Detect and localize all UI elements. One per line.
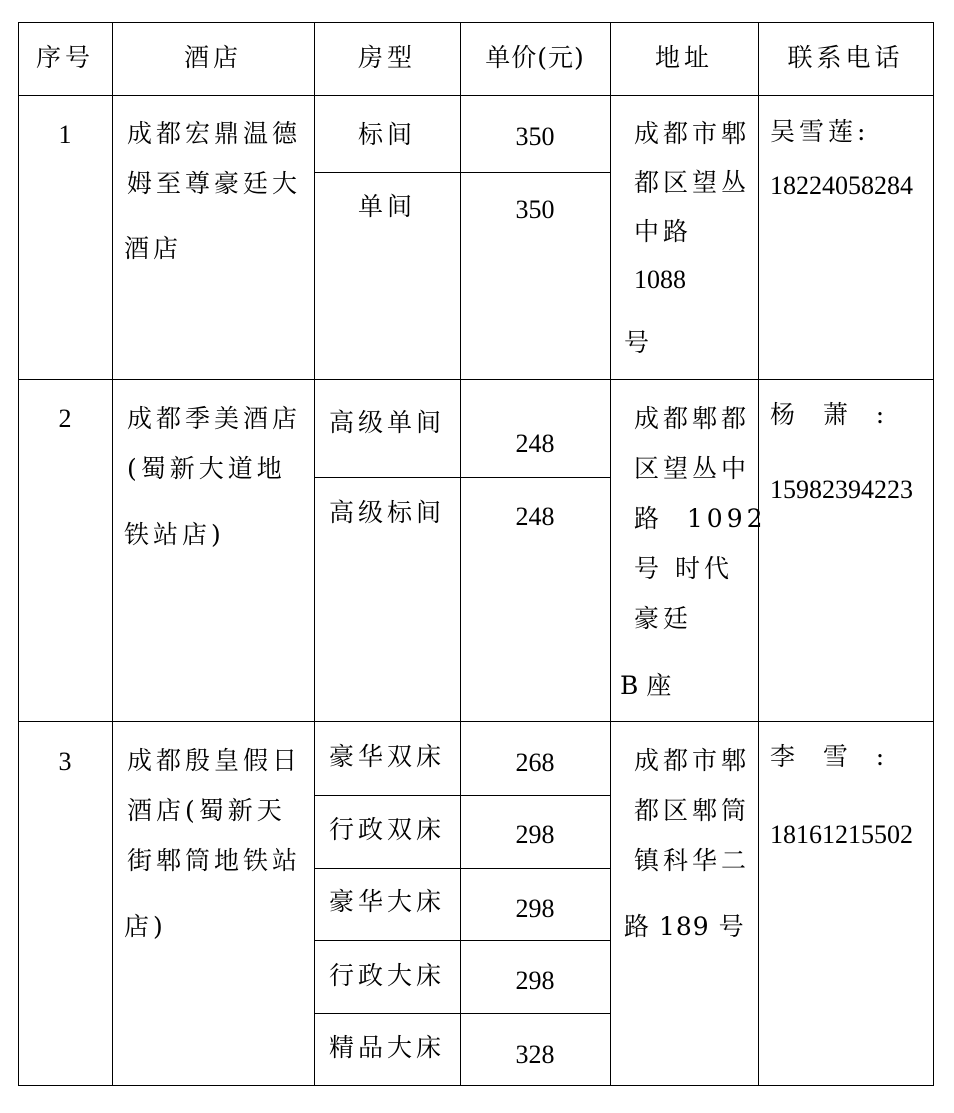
table-border-left bbox=[18, 22, 19, 1086]
contact-name: 吴雪莲: bbox=[770, 117, 870, 146]
col-divider bbox=[610, 22, 611, 1086]
hotel-name-line: 铁站店) bbox=[124, 520, 225, 549]
room-price: 350 bbox=[515, 195, 555, 224]
room-price: 248 bbox=[515, 502, 555, 531]
subrow-divider bbox=[314, 1013, 611, 1014]
room-type: 行政双床 bbox=[328, 815, 445, 844]
address-line: 镇科华二 bbox=[634, 846, 751, 875]
room-price: 328 bbox=[515, 1040, 555, 1069]
subrow-divider bbox=[314, 477, 611, 478]
address-line: 路 189 号 bbox=[624, 912, 745, 941]
subrow-divider bbox=[314, 172, 611, 173]
hotel-name-line: 店) bbox=[124, 912, 167, 941]
col-divider bbox=[460, 22, 461, 1086]
address-line: 成都郫都 bbox=[634, 404, 751, 433]
hotel-name-line: 酒店 bbox=[124, 234, 183, 263]
room-type: 精品大床 bbox=[328, 1033, 445, 1062]
address-line: 1088 bbox=[634, 265, 686, 294]
table-border-top bbox=[18, 22, 934, 23]
hotel-name-line: (蜀新大道地 bbox=[127, 454, 286, 483]
hotel-name-line: 成都宏鼎温德 bbox=[127, 119, 302, 148]
room-type: 标间 bbox=[357, 120, 416, 149]
address-line: 区望丛中 bbox=[634, 454, 751, 483]
room-price: 248 bbox=[515, 429, 555, 458]
hotel-name-line: 成都季美酒店 bbox=[127, 404, 302, 433]
room-price: 350 bbox=[515, 122, 555, 151]
contact-phone: 15982394223 bbox=[770, 475, 913, 504]
hotel-name-line: 成都殷皇假日 bbox=[127, 746, 302, 775]
contact-name: 李 雪 : bbox=[770, 742, 889, 771]
contact-phone: 18161215502 bbox=[770, 820, 913, 849]
col-divider bbox=[758, 22, 759, 1086]
address-line: 都区望丛 bbox=[634, 168, 751, 197]
row-index: 1 bbox=[58, 120, 72, 149]
room-price: 298 bbox=[515, 966, 555, 995]
room-price: 268 bbox=[515, 748, 555, 777]
room-type: 高级标间 bbox=[328, 498, 445, 527]
header-hotel: 酒店 bbox=[183, 43, 242, 72]
room-type: 行政大床 bbox=[328, 961, 445, 990]
row-index: 2 bbox=[58, 404, 72, 433]
header-divider bbox=[18, 95, 934, 96]
row-divider-2 bbox=[18, 721, 934, 722]
room-type: 豪华双床 bbox=[328, 742, 445, 771]
address-line: 路 1092 bbox=[634, 504, 767, 533]
table-border-bottom bbox=[18, 1085, 934, 1086]
address-line: 成都市郫 bbox=[634, 119, 751, 148]
room-price: 298 bbox=[515, 820, 555, 849]
row-index: 3 bbox=[58, 747, 72, 776]
address-line: 成都市郫 bbox=[634, 746, 751, 775]
room-type: 豪华大床 bbox=[328, 887, 445, 916]
address-line: 豪廷 bbox=[634, 604, 693, 633]
subrow-divider bbox=[314, 795, 611, 796]
contact-name: 杨 萧 : bbox=[770, 400, 889, 429]
hotel-name-line: 姆至尊豪廷大 bbox=[127, 169, 302, 198]
col-divider bbox=[314, 22, 315, 1086]
header-address: 地址 bbox=[654, 43, 713, 72]
row-divider-1 bbox=[18, 379, 934, 380]
room-price: 298 bbox=[515, 894, 555, 923]
address-line: 都区郫筒 bbox=[634, 796, 751, 825]
header-index: 序号 bbox=[35, 43, 94, 72]
contact-phone: 18224058284 bbox=[770, 171, 913, 200]
address-line: B 座 bbox=[620, 671, 672, 700]
header-phone: 联系电话 bbox=[787, 43, 904, 72]
address-line: 号 bbox=[624, 328, 654, 357]
hotel-name-line: 街郫筒地铁站 bbox=[127, 846, 302, 875]
address-line: 号 时代 bbox=[634, 554, 733, 583]
col-divider bbox=[112, 22, 113, 1086]
room-type: 高级单间 bbox=[328, 408, 445, 437]
room-type: 单间 bbox=[357, 192, 416, 221]
header-price: 单价(元) bbox=[485, 43, 585, 72]
subrow-divider bbox=[314, 940, 611, 941]
address-line: 中路 bbox=[634, 217, 693, 246]
header-room-type: 房型 bbox=[357, 43, 416, 72]
subrow-divider bbox=[314, 868, 611, 869]
table-border-right bbox=[933, 22, 934, 1086]
hotel-name-line: 酒店(蜀新天 bbox=[127, 796, 286, 825]
